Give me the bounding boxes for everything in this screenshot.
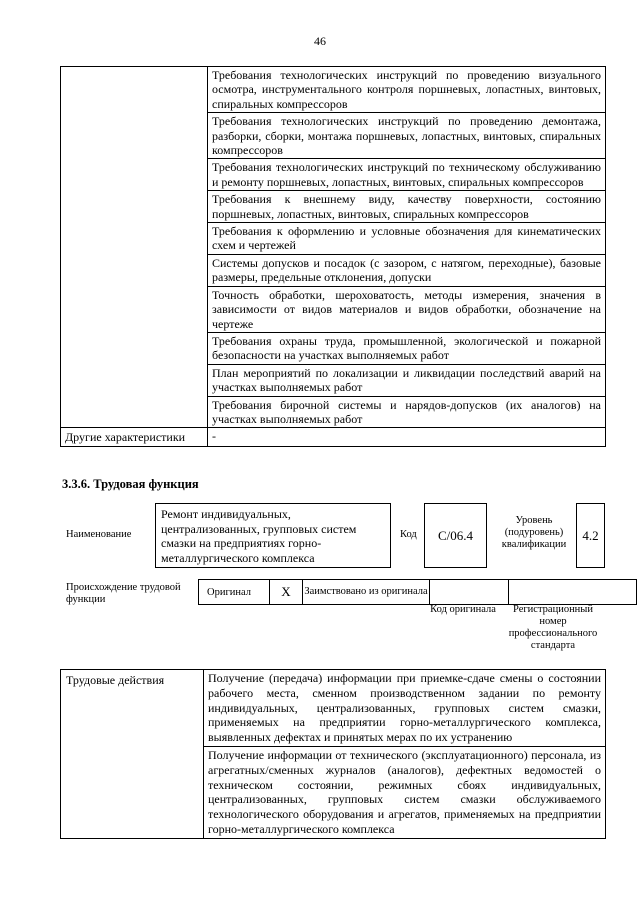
table-cell: Требования к внешнему виду, качеству поверхности, состоянию поршневых, лопастных, винтовых, спиральных компрессоров [208,191,606,223]
table-cell-empty [61,67,208,428]
code-label: Код [400,529,417,540]
table-cell: Требования технологических инструкций по техническому обслуживанию и ремонту поршневых, лопастных, винтовых, спиральных компрессоров [208,159,606,191]
original-mark: X [270,580,303,605]
section-title: 3.3.6. Трудовая функция [62,477,199,491]
table-cell: План мероприятий по локализации и ликвидации последствий аварий на участках выполняемых работ [208,364,606,396]
table-cell: Точность обработки, шероховатость, методы измерения, значения в зависимости от видов материалов и видов обработки, обозначение на чертеже [208,286,606,332]
original-label: Оригинал [199,580,270,605]
code-original-cell [430,580,509,605]
table-cell: Требования бирочной системы и нарядов-допусков (их аналогов) на участках выполняемых работ [208,396,606,428]
level-label: Уровень (подуровень) квалификации [501,515,567,550]
requirements-table [60,66,606,447]
table-row [61,428,606,447]
table-cell: Требования технологических инструкций по проведению демонтажа, разборки, сборки, монтажа поршневых, лопастных, винтовых, спиральных компрессоров [208,113,606,159]
table-row [199,580,637,605]
origin-table [198,579,637,605]
table-row [61,670,606,747]
reg-number-cell [509,580,637,605]
actions-table [60,669,606,839]
borrowed-label: Заимствовано из оригинала [303,580,430,605]
reg-number-label: Регистрационный номер профессионального стандарта [508,604,598,651]
page-number: 46 [314,34,326,48]
table-cell: Системы допусков и посадок (с зазором, с натягом, переходные), базовые размеры, предельные отклонения, допуски [208,254,606,286]
table-cell: Требования к оформлению и условные обозначения для кинематических схем и чертежей [208,223,606,255]
table-cell: - [208,428,606,447]
table-row [61,67,606,113]
table-cell: Получение информации от технического (эксплуатационного) персонала, из агрегатных/сменных журналов (аналогов), дефектных ведомостей о техническом состоянии, режимных сбоях индивидуальных, централизованных, групповых систем смазки обслуживаемого технологического оборудования и агрегатов, применяемых на предприятии горно-металлургического комплекса [204,746,606,838]
row-label-other: Другие характеристики [61,428,208,447]
origin-label: Происхождение трудовой функции [66,582,181,605]
code-original-label: Код оригинала [430,604,496,615]
level-box: 4.2 [576,503,605,568]
table-cell: Требования охраны труда, промышленной, экологической и пожарной безопасности на участках выполняемых работ [208,332,606,364]
table-cell: Требования технологических инструкций по проведению визуального осмотра, инструментального контроля поршневых, лопастных, винтовых, спиральных компрессоров [208,67,606,113]
table-cell: Получение (передача) информации при приемке-сдаче смены о состоянии рабочего места, сменном производственном задании по ремонту индивидуальных, централизованных, групповых систем смазки, применяемых на предприятии горно-металлургического комплекса, выявленных дефектах и принятых мерах по их устранению [204,670,606,747]
function-code-box: C/06.4 [424,503,487,568]
name-label: Наименование [66,529,132,540]
function-name-box: Ремонт индивидуальных, централизованных, групповых систем смазки на предприятиях горно-металлургического комплекса [155,503,391,568]
row-label-actions: Трудовые действия [61,670,204,839]
